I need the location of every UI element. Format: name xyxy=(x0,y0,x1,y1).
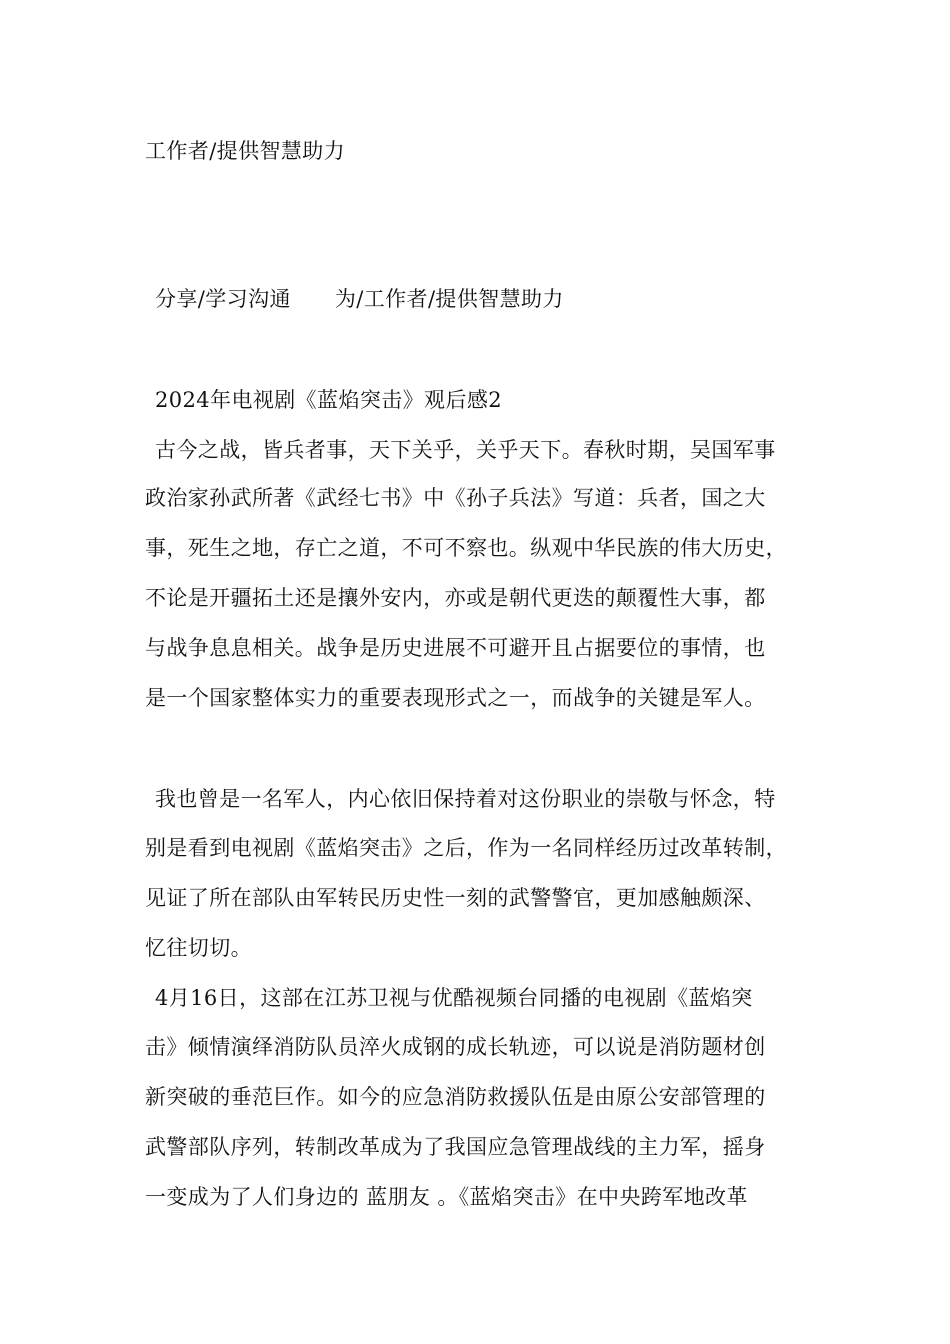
paragraph-2-line: 我也曾是一名军人，内心依旧保持着对这份职业的崇敬与怀念，特 xyxy=(155,787,776,811)
share-banner xyxy=(155,285,564,313)
paragraph-3-line: 一变成为了人们身边的 蓝朋友 。《蓝焰突击》在中央跨军地改革 xyxy=(145,1185,748,1209)
paragraph-3-line: 4月16日，这部在江苏卫视与优酷视频台同播的电视剧《蓝焰突 xyxy=(155,986,753,1010)
paragraph-3-line: 武警部队序列，转制改革成为了我国应急管理战线的主力军，摇身 xyxy=(145,1135,766,1159)
paragraph-2-line: 见证了所在部队由军转民历史性一刻的武警警官，更加感触颇深、 xyxy=(145,886,766,910)
paragraph-3-line: 击》倾情演绎消防队员淬火成钢的成长轨迹，可以说是消防题材创 xyxy=(145,1035,766,1059)
share-left-text: 分享/学习沟通 xyxy=(155,287,291,311)
paragraph-3-line: 新突破的垂范巨作。如今的应急消防救援队伍是由原公安部管理的 xyxy=(145,1085,766,1109)
paragraph-1-line: 是一个国家整体实力的重要表现形式之一，而战争的关键是军人。 xyxy=(145,686,766,710)
article-title: 2024年电视剧《蓝焰突击》观后感2 xyxy=(155,388,503,412)
paragraph-2-line: 忆往切切。 xyxy=(145,936,252,960)
paragraph-1-line: 不论是开疆拓土还是攘外安内，亦或是朝代更迭的颠覆性大事，都 xyxy=(145,586,766,610)
page-header-text: 工作者/提供智慧助力 xyxy=(145,139,346,163)
paragraph-2-line: 别是看到电视剧《蓝焰突击》之后，作为一名同样经历过改革转制， xyxy=(145,836,787,860)
paragraph-1-line: 政治家孙武所著《武经七书》中《孙子兵法》写道：兵者，国之大 xyxy=(145,486,766,510)
share-right-text: 为/工作者/提供智慧助力 xyxy=(334,287,564,311)
paragraph-1-line: 与战争息息相关。战争是历史进展不可避开且占据要位的事情，也 xyxy=(145,636,766,660)
paragraph-1-line: 事，死生之地，存亡之道，不可不察也。纵观中华民族的伟大历史， xyxy=(145,536,787,560)
paragraph-1-line: 古今之战，皆兵者事，天下关乎，关乎天下。春秋时期，吴国军事 xyxy=(155,438,776,462)
